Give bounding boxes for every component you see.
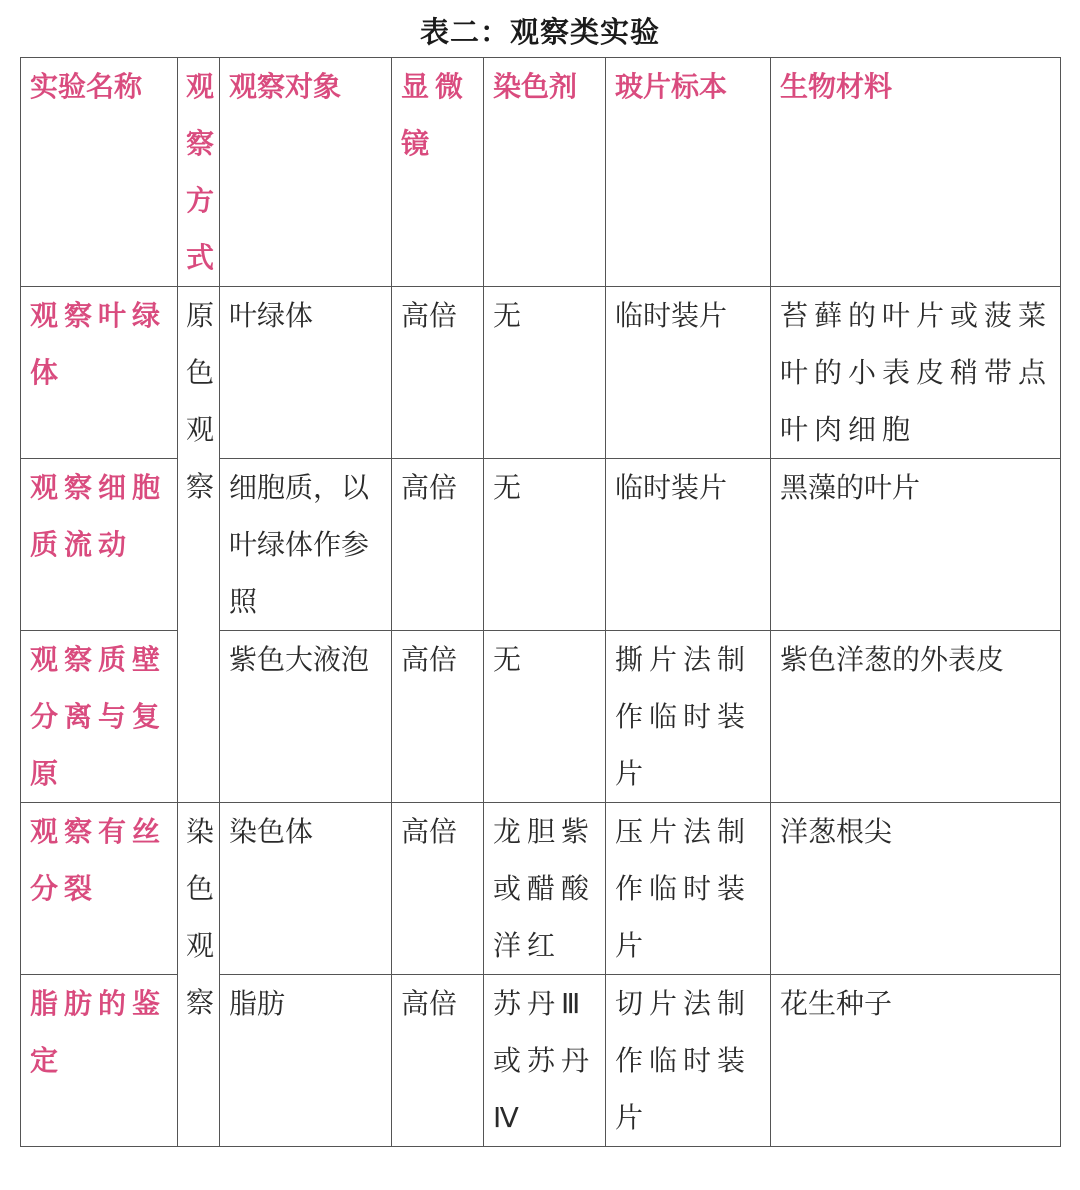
cell-material: 紫色洋葱的外表皮 [771, 631, 1061, 803]
table-row [21, 459, 1061, 631]
table-title: 表二：观察类实验 [419, 15, 660, 49]
header-cell-method: 观察方式 [178, 58, 220, 287]
cell-observation-object: 紫色大液泡 [220, 631, 392, 803]
cell-experiment-name: 观察叶绿体 [21, 287, 178, 459]
table-row [21, 975, 1061, 1147]
cell-observation-object: 叶绿体 [220, 287, 392, 459]
header-row [21, 58, 1061, 287]
cell-microscope: 高倍 [392, 287, 484, 459]
header-cell-stain: 染色剂 [484, 58, 606, 287]
cell-microscope: 高倍 [392, 631, 484, 803]
cell-observation-object: 染色体 [220, 803, 392, 975]
cell-stain: 无 [484, 459, 606, 631]
cell-experiment-name: 观察质壁分离与复原 [21, 631, 178, 803]
header-cell-name: 实验名称 [21, 58, 178, 287]
cell-stain: 无 [484, 287, 606, 459]
cell-slide: 临时装片 [606, 459, 771, 631]
cell-microscope: 高倍 [392, 803, 484, 975]
cell-stain: 苏丹Ⅲ或苏丹Ⅳ [484, 975, 606, 1147]
cell-observation-object: 细胞质，以叶绿体作参照 [220, 459, 392, 631]
cell-slide: 切片法制作临时装片 [606, 975, 771, 1147]
header-cell-object: 观察对象 [220, 58, 392, 287]
experiment-table [20, 57, 1061, 1147]
header-cell-slide: 玻片标本 [606, 58, 771, 287]
cell-slide: 临时装片 [606, 287, 771, 459]
cell-observation-object: 脂肪 [220, 975, 392, 1147]
cell-material: 花生种子 [771, 975, 1061, 1147]
cell-slide: 撕片法制作临时装片 [606, 631, 771, 803]
table-row [21, 803, 1061, 975]
table-row [21, 287, 1061, 459]
cell-microscope: 高倍 [392, 975, 484, 1147]
cell-material: 苔藓的叶片或菠菜叶的小表皮稍带点叶肉细胞 [771, 287, 1061, 459]
cell-slide: 压片法制作临时装片 [606, 803, 771, 975]
header-cell-microscope: 显微镜 [392, 58, 484, 287]
cell-experiment-name: 观察有丝分裂 [21, 803, 178, 975]
cell-observation-method: 原色观察 [178, 287, 220, 803]
header-cell-material: 生物材料 [771, 58, 1061, 287]
cell-observation-method: 染色观察 [178, 803, 220, 1147]
cell-microscope: 高倍 [392, 459, 484, 631]
cell-material: 洋葱根尖 [771, 803, 1061, 975]
cell-experiment-name: 脂肪的鉴定 [21, 975, 178, 1147]
cell-stain: 龙胆紫或醋酸洋红 [484, 803, 606, 975]
cell-material: 黑藻的叶片 [771, 459, 1061, 631]
table-row [21, 631, 1061, 803]
cell-stain: 无 [484, 631, 606, 803]
cell-experiment-name: 观察细胞质流动 [21, 459, 178, 631]
